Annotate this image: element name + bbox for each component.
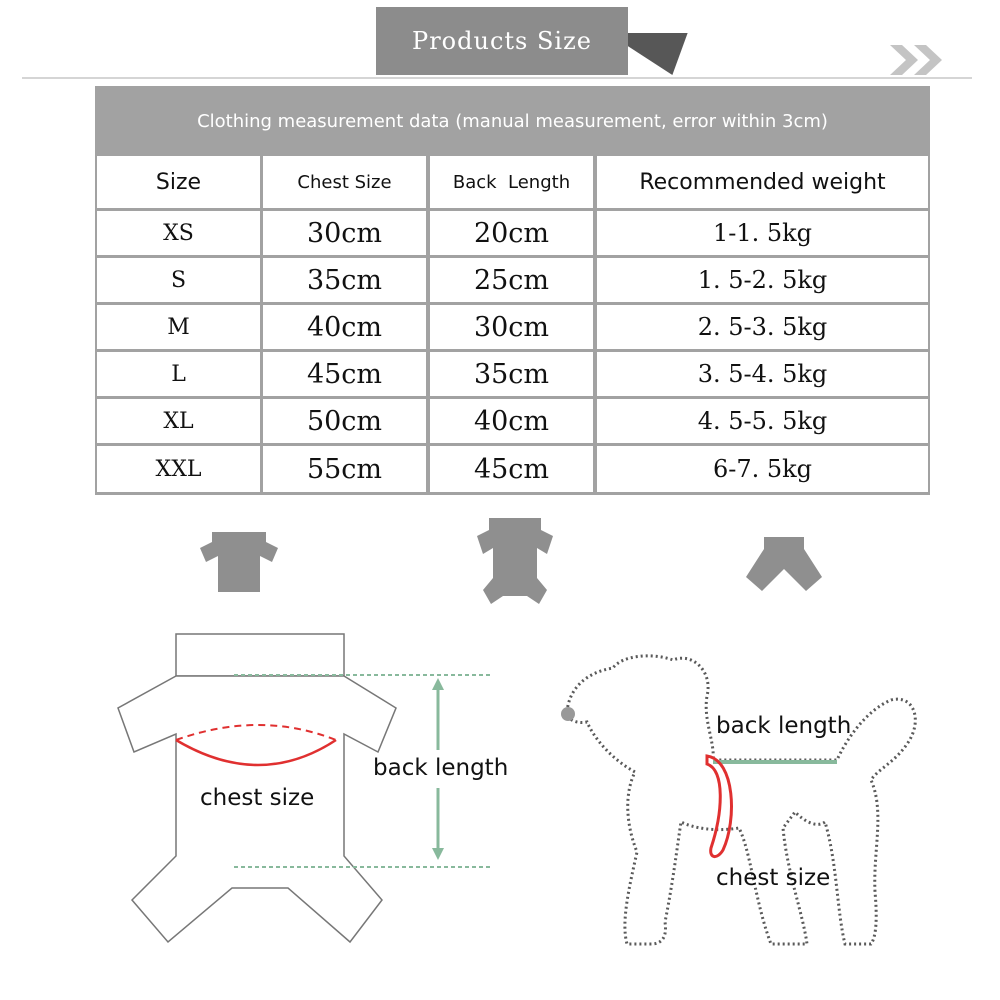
column-header-back-length: Back Length bbox=[430, 156, 593, 208]
shirt-bottom-icon bbox=[744, 535, 824, 593]
table-cell-size: XS bbox=[97, 211, 260, 255]
dog-chest-line bbox=[707, 756, 731, 857]
table-cell-chest: 45cm bbox=[263, 352, 426, 396]
table-cell-weight: 6-7. 5kg bbox=[597, 446, 928, 492]
table-cell-size: L bbox=[97, 352, 260, 396]
dog-nose bbox=[561, 707, 575, 721]
table-caption: Clothing measurement data (manual measurement, error within 3cm) bbox=[197, 111, 828, 132]
double-chevron-right-icon bbox=[888, 43, 948, 77]
table-cell-weight: 1. 5-2. 5kg bbox=[597, 258, 928, 302]
column-header-recommended-weight: Recommended weight bbox=[597, 156, 928, 208]
table-cell-size: M bbox=[97, 305, 260, 349]
size-table bbox=[95, 86, 930, 495]
table-cell-weight: 1-1. 5kg bbox=[597, 211, 928, 255]
table-cell-chest: 50cm bbox=[263, 399, 426, 443]
dog-outline bbox=[567, 656, 915, 944]
table-cell-back: 35cm bbox=[430, 352, 593, 396]
garment-collar bbox=[176, 634, 344, 676]
shirt-back-icon bbox=[475, 516, 555, 606]
table-cell-back: 20cm bbox=[430, 211, 593, 255]
garment-chest-size-label: chest size bbox=[200, 785, 315, 811]
table-cell-size: XXL bbox=[97, 446, 260, 492]
table-cell-weight: 3. 5-4. 5kg bbox=[597, 352, 928, 396]
dog-diagram bbox=[555, 652, 925, 952]
header-divider bbox=[22, 77, 972, 79]
table-cell-chest: 35cm bbox=[263, 258, 426, 302]
table-cell-chest: 40cm bbox=[263, 305, 426, 349]
table-cell-chest: 55cm bbox=[263, 446, 426, 492]
table-cell-back: 30cm bbox=[430, 305, 593, 349]
table-cell-back: 25cm bbox=[430, 258, 593, 302]
dog-chest-size-label: chest size bbox=[716, 865, 831, 891]
garment-back-length-label: back length bbox=[373, 755, 509, 781]
table-cell-back: 40cm bbox=[430, 399, 593, 443]
table-cell-size: XL bbox=[97, 399, 260, 443]
table-cell-weight: 4. 5-5. 5kg bbox=[597, 399, 928, 443]
table-cell-weight: 2. 5-3. 5kg bbox=[597, 305, 928, 349]
page-title: Products Size bbox=[412, 27, 592, 55]
column-header-chest-size: Chest Size bbox=[263, 156, 426, 208]
shirt-front-icon bbox=[198, 530, 280, 596]
dog-back-length-label: back length bbox=[716, 713, 852, 739]
table-cell-chest: 30cm bbox=[263, 211, 426, 255]
table-cell-size: S bbox=[97, 258, 260, 302]
table-cell-back: 45cm bbox=[430, 446, 593, 492]
column-header-size: Size bbox=[97, 156, 260, 208]
